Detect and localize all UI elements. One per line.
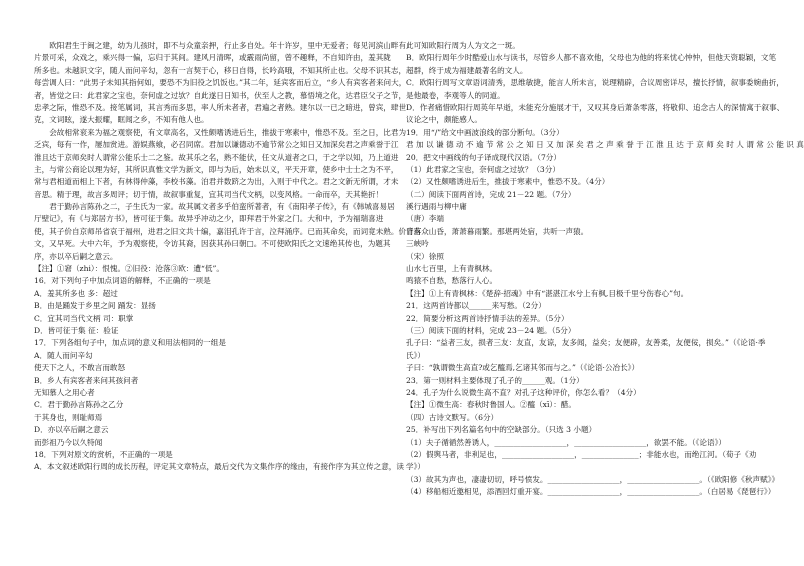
text-line: 君 加 以 谦 德 动 不 逾 节 常 公 之 知 日 又 加 深 矣 君 之 声 乘 誉 于 江 淮 且 达 于 京 师 矣 时 人 谓 常 公 能 识 真 [406, 140, 804, 150]
text-line: B．由是踊发于乡里之间 踊发：显扬 [34, 301, 156, 311]
text-line: B．欧阳行周年少时酷爱山水与读书，尽管乡人都不喜欢他，父母也为他的将来忧心忡忡，但他天资聪颖，文笔 [406, 53, 777, 63]
text-line: 忠孝之际，惟恐不及。接笔属词，其言秀而多思，率人所未者者，君遍之者熟。建尔以一已之暗进，曾宾，肆世 [34, 102, 407, 112]
text-line: 者，皆觉之曰：此君家之宝也，奈何虚之过欤？自此遂日日知书，伏至人之教，慕悟境之化，达君臣父子之节， [34, 90, 407, 100]
text-line: D．作者痛惜欧阳行周英年早逝，未能充分施展才干，又叹其身后萧条零落，将敬仰、追念古人的深情寓于叙事、 [406, 102, 785, 112]
right-column [406, 40, 804, 498]
text-line: 19．用“/”给文中画波浪线的部分断句。（3分） [406, 127, 564, 137]
text-line: 于其身也，则耻师焉 [34, 412, 103, 422]
text-line: D．皆可征于集 征：验证 [34, 325, 119, 335]
text-line: 【注】①上有青枫林：《楚辞·招魂》中有“湛湛江水兮上有枫,目极千里兮伤春心”句。 [406, 288, 689, 298]
text-line: 厅壁记》，有《与郑居方书》，皆可征于集。故异乎冲动之少，即拜君于外家之门。大和中，予为福瑞喜进 [34, 214, 384, 224]
text-line: 溪行遇雨与柳中庸 [406, 202, 467, 212]
text-line: 议论之中，颇能感人。 [406, 115, 482, 125]
text-line: 克，文词眩，遂大振耀，眶闻之乡，不知有他人也。 [34, 115, 209, 125]
text-line: 三峡吟 [406, 239, 429, 249]
text-line: （1）此君家之宝也，奈何虚之过欤？（3分） [406, 164, 560, 174]
text-line: 淮且达于京师矣时人谓常公能乐士二之鉴。故其乐之名，熟不能伏，任文从道者之口，于之学以知，乃上道进 [34, 152, 399, 162]
text-line: A．本文叙述欧阳行周的成长历程，评定其文章特点，最后交代为文集作序的缘由，有接作序为其立传之意，读 [34, 462, 404, 472]
text-line: B．乡人有宾客者来问其孩问者 [34, 375, 139, 385]
text-line: D．亦以卒后嗣之意云 [34, 425, 109, 435]
text-line: 所多也。未越识文字，随人而问辛勾，忽有一言契于心，移日自得，长吟高哦，不知其所止也。父母不识其志， [34, 65, 407, 75]
text-line: （1）夫子循循然善诱人，___________________，___________________，欲罢不能。（《论语》） [406, 437, 726, 447]
text-line: 16．对下列句子中加点词语的解释，不正确的一项是 [34, 276, 211, 286]
text-line: 17．下列各组句子中，加点词的意义和用法相同的一组是 [34, 338, 226, 348]
text-line: 超群，终于成为福建最著名的文人。 [406, 65, 528, 75]
text-line: 此可知欧阳行周为人为文之一斑。 [406, 41, 520, 50]
text-line: 【注】①窘（zhi）：恨愧。②旧役：沧落③欧：遭“低”。 [34, 264, 224, 274]
text-line: 日落众山昏，萧萧暮雨繁。那堪两处宿，共听一声猿。 [406, 226, 589, 236]
text-line: 音思。精于理，故言多周评；切于情，故叙事重复，宜其司当代文柄，以变风格。一命而卒，天其艳折！ [34, 189, 384, 199]
text-line: （二）阅读下面两首诗，完成 21－22 题。（7分） [406, 189, 576, 199]
text-line: （4）移船相近邀相见，添酒回灯重开宴。___________________，___________________。（白居易《琵琶行》） [406, 487, 776, 497]
text-line: 21．这两首诗都以______来写愁。（2分） [406, 301, 546, 311]
text-line: C．欧阳行周写文章语词清秀，思维敏捷，能言人所未言，说理精辟，合议周密详尽，擅长抒情，叙事委婉曲折， [406, 78, 784, 88]
text-line: 18．下列对原文的赏析，不正确的一项是 [34, 449, 173, 459]
text-line: 氏》） [406, 350, 425, 360]
text-line: 20．把文中画线的句子译成现代汉语。（7分） [406, 152, 561, 162]
text-line: C．宜其司当代文柄 司：职掌 [34, 313, 134, 323]
text-line: 主，与常公商论以理为好，其所识真惟文学为新文，即与为后，始未以义，平天开章，使乡中士士之为不平， [34, 164, 399, 174]
text-line: A．羞其所多也 多：超过 [34, 288, 118, 298]
text-line: （2）又性颇嗜诱进后生，推拔于寒素中，惟恐不及。（4分） [406, 177, 610, 187]
text-line: 鸣猿不自愁，愁落行人心。 [406, 276, 498, 286]
text-line: A．随人而问辛勾 [34, 350, 93, 360]
text-line: 使天下之人，不敢言而敢怒 [34, 363, 126, 373]
text-line: （唐）李端 [406, 214, 444, 224]
text-line: 每尝调人曰：“此男子未知其指何如，要恐不为旧役之饥饭也。”其二年，延宾客而后立，“乡人有宾客者来问大， [34, 78, 407, 88]
text-line: 序，亦以卒后嗣之意云。 [34, 251, 118, 261]
text-line: 会故相常衮来为福之观察使，有文章高名，又性颇嗜诱进后生，推拔于寒素中，惟恐不及。至之日，比君为 [49, 127, 407, 137]
text-line: 学》） [406, 462, 425, 472]
text-line: C．君于勤孙言陈孙之乙分 [34, 400, 124, 410]
text-line: 君于勤孙言陈孙之二，子生氏为一家。故其属文者多乎伯蛮所著者，有《南阳孝子传》，有《韩城喜易居 [49, 202, 395, 212]
text-line: （2）假舆马者，非利足也，___________________，_______________；非能水也，而绝江河。（荀子《劝 [406, 449, 757, 459]
text-line: （宋）徐照 [406, 251, 444, 261]
text-line: 25．补写出下列名篇名句中的空缺部分。（只选 3 小题） [406, 425, 597, 435]
text-line: （四）古诗文默写。（6分） [406, 412, 499, 422]
text-line: （三）阅读下面的材料，完成 23－24 题。（5分） [406, 325, 576, 335]
text-line: 22．简要分析这两首诗抒情手法的差异。（5分） [406, 313, 569, 323]
text-line: 乏宾，每有一作，屡加赏进。游娱燕飨，必召同席。君加以谦德动不逾节常公之知日又加深矣君之声乘誉于江 [34, 140, 399, 150]
text-line: 片景可采，众戏之，乘兴得一偏，忘归于其间。建风月清晖，或霰雨尚留，曾不趣释，不自知许由，羞其陇 [34, 53, 391, 63]
text-line: 【注】①微生高：春秋时鲁国人。②醯（xī）：醋。 [406, 400, 576, 410]
text-line: 欧阳君生于闽之建，幼为儿孩时，即不与众童亲押，行止多自处。年十许岁，里中无爱者；每见河滨山畔有 [49, 41, 407, 50]
text-line: 使，其子价自京师吊省哀于福州，进君之旧文共十编，嘉泪孔许于言，泣拜涌序。已而其命矣，而词竟未熟。价背有 [34, 226, 422, 236]
text-line: 无知慕人之用心者 [34, 387, 95, 397]
text-line: 而彭祖乃今以久特闻 [34, 437, 103, 447]
text-line: 子曰：“孰谓微生高直?或乞醯焉,乞诸其邻而与之。”（《论语·公冶长》） [406, 363, 640, 373]
text-line: 23．第一则材料主要体现了孔子的______观。（1分） [406, 375, 584, 385]
text-line: 是他最卷，李观等人的同道。 [406, 90, 505, 100]
text-line: 山水七百里，上有青枫林。 [406, 264, 498, 274]
text-line: 24．孔子为什么说微生高不直？对孔子这种评价，你怎么看？（4分） [406, 387, 641, 397]
text-line: 文，又早死。大中六年，予为观察使，令访其裔，因获其孙曰朝□。不可使欧阳氏之文速绝其传也，为题其 [34, 239, 391, 249]
text-line: （3）故其为声也，凄凄切切，呼号愤发。___________________，___________________。（《欧阳修《秋声赋》》 [406, 474, 780, 484]
text-line: 常与君相道而相上下者，有林得仲藻，李校书藻。泊君并数跻之为出，入则于中代之。君之文新无所谓，才未 [34, 177, 399, 187]
text-line: 孔子曰：“益者三友，损者三友：友直，友谅，友多闻，益矣；友便辟，友善柔，友便佞，损矣。”（《论语·季 [406, 338, 766, 348]
